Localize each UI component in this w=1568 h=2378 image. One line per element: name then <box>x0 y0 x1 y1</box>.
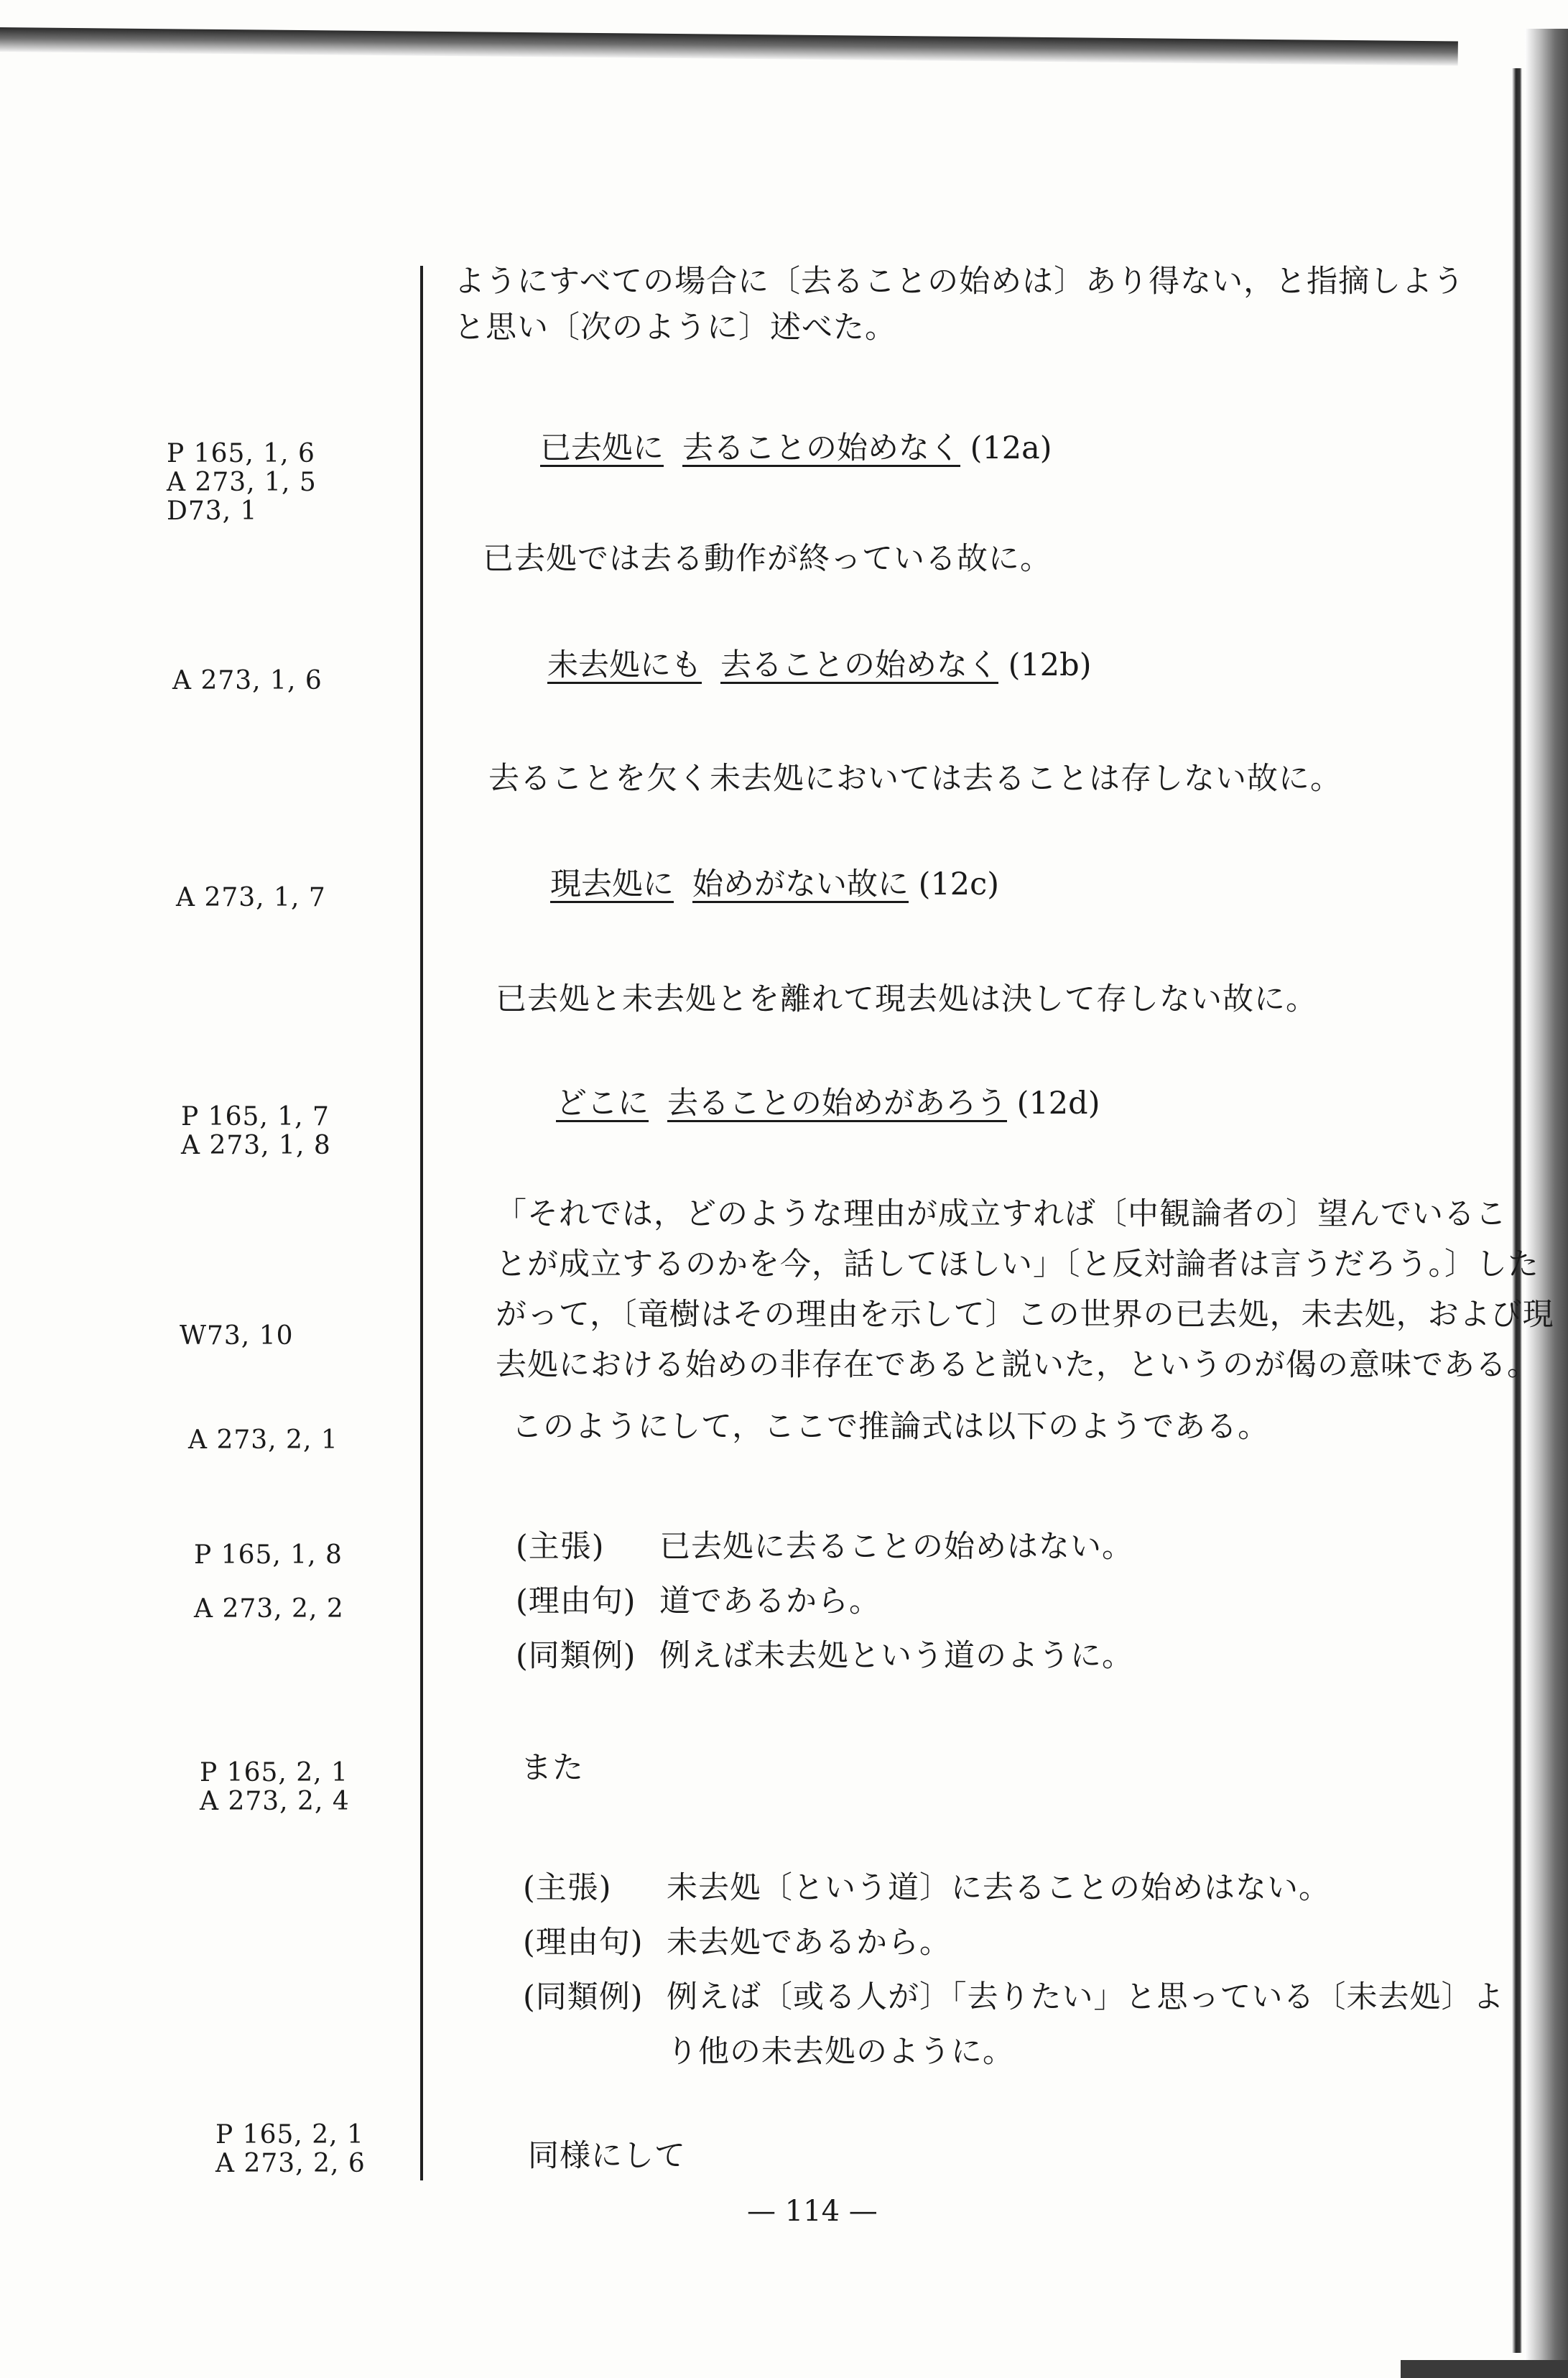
margin-ref: P 165, 2, 1 A 273, 2, 4 <box>200 1758 350 1816</box>
margin-ref: P 165, 2, 1 A 273, 2, 6 <box>215 2120 366 2178</box>
commentary-12a: 已去処では去る動作が終っている故に。 <box>483 541 1052 577</box>
margin-ref: A 273, 1, 7 <box>176 883 326 912</box>
verse-12c: 現去処に 始めがない故に (12c) <box>550 866 1000 902</box>
syllogism-1: (主張) 已去処に去ることの始めはない。 (理由句) 道であるから。 (同類例) 例えば未去処という道のように。 <box>516 1529 1133 1674</box>
also-text: また <box>521 1750 584 1786</box>
similarly-text: 同様にして <box>528 2138 686 2174</box>
verse-12b: 未去処にも 去ることの始めなく (12b) <box>547 647 1092 683</box>
syllogism-intro: このようにして，ここで推論式は以下のようである。 <box>511 1409 1270 1445</box>
page-number: — 114 — <box>747 2195 878 2228</box>
margin-ref: A 273, 2, 1 <box>188 1425 338 1455</box>
margin-ref: A 273, 2, 2 <box>194 1594 344 1624</box>
verse-12d: どこに 去ることの始めがあろう (12d) <box>556 1086 1100 1121</box>
syllogism-2: (主張) 未去処〔という道〕に去ることの始めはない。 (理由句) 未去処であるから。 (同類例) 例えば〔或る人が〕「去りたい」と思っている〔未去処〕よ り他の未去処のように。 <box>523 1870 1505 2070</box>
intro-paragraph: ようにすべての場合に〔去ることの始めは〕あり得ない，と指摘しよう と思い〔次のように〕述べた。 <box>454 264 1465 346</box>
commentary-12c: 已去処と未去処とを離れて現去処は決して存しない故に。 <box>496 981 1317 1017</box>
scan-edge-top <box>0 27 1458 65</box>
margin-ref: P 165, 1, 7 A 273, 1, 8 <box>181 1102 331 1160</box>
margin-ref: W73, 10 <box>180 1321 294 1351</box>
margin-ref: P 165, 1, 6 A 273, 1, 5 D73, 1 <box>167 439 317 526</box>
commentary-12b: 去ることを欠く未去処においては去ることは存しない故に。 <box>488 761 1342 797</box>
margin-ref: P 165, 1, 8 <box>194 1540 343 1570</box>
column-divider <box>420 266 423 2180</box>
scan-edge-bottom <box>1401 2360 1568 2378</box>
main-paragraph: 「それでは，どのような理由が成立すれば〔中観論者の〕望んでいるこ とが成立するのかを今，話してほしい」〔と反対論者は言うだろう。〕した がって，〔竜樹はその理由を示して〕この世界の已去処，未去処，および現 去処における始めの非存在であると説いた，というのが偈の意味である。 <box>496 1196 1554 1383</box>
verse-12a: 已去処に 去ることの始めなく (12a) <box>540 430 1052 466</box>
margin-ref: A 273, 1, 6 <box>172 666 323 695</box>
